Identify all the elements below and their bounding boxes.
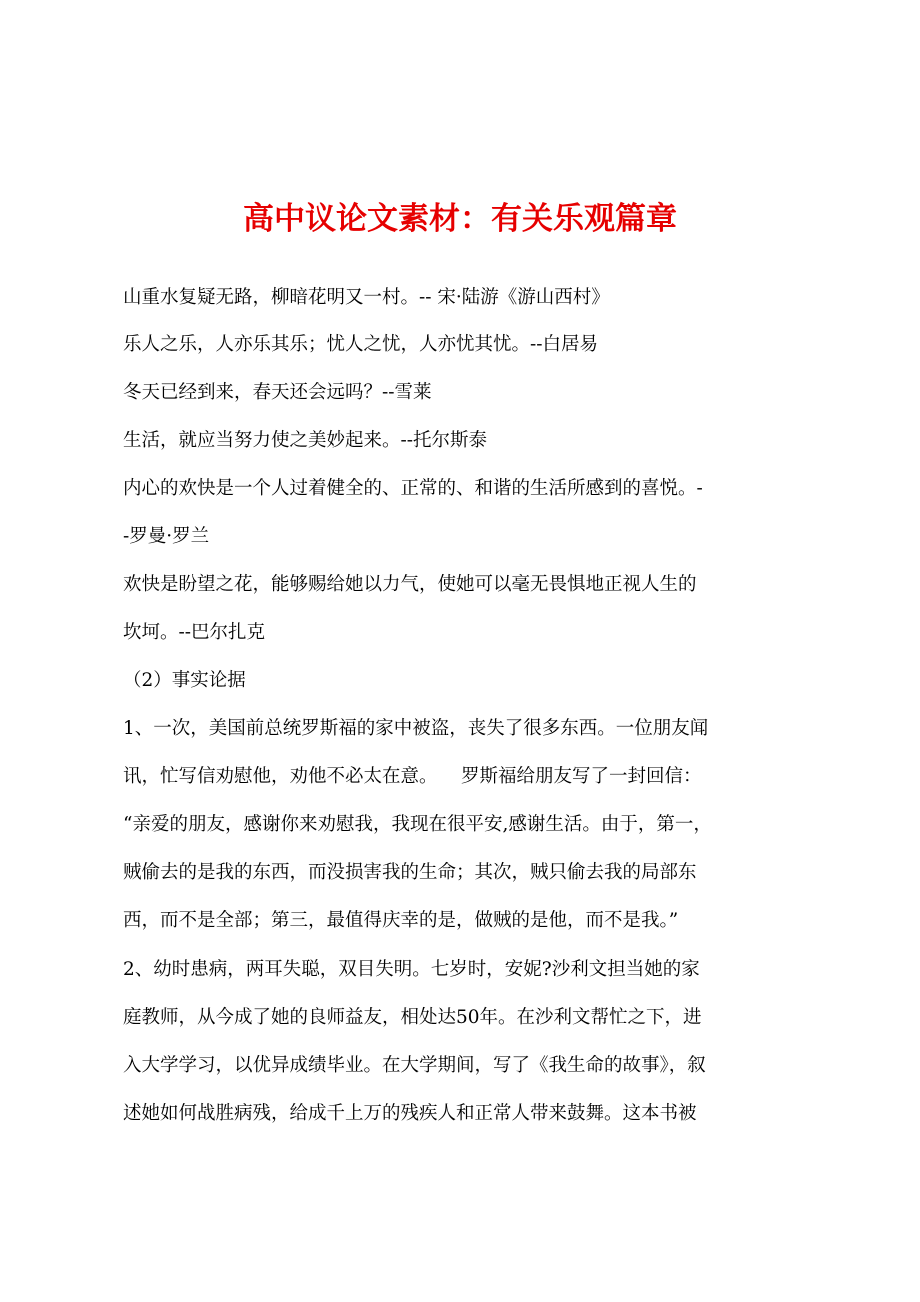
body-line-6: 2、幼时患病，两耳失聪，双目失明。七岁时，安妮?沙利文担当她的家 (123, 959, 700, 980)
quote-line-5: 内心的欢快是一个人过着健全的、正常的、和谐的生活所感到的喜悦。- (123, 478, 703, 499)
body-line-5: 西，而不是全部；第三，最值得庆幸的是，做贼的是他，而不是我。” (123, 910, 679, 931)
quote-line-7: 欢快是盼望之花，能够赐给她以力气，使她可以毫无畏惧地正视人生的 (123, 574, 697, 595)
body-line-8: 入大学学习，以优异成绩毕业。在大学期间，写了《我生命的故事》，叙 (123, 1055, 706, 1076)
quote-line-4: 生活，就应当努力使之美妙起来。--托尔斯泰 (123, 430, 488, 451)
quote-line-2: 乐人之乐，人亦乐其乐；忧人之忧，人亦忧其忧。--白居易 (123, 334, 599, 355)
page-title: 高中议论文素材：有关乐观篇章 (243, 201, 677, 237)
quote-line-1: 山重水复疑无路，柳暗花明又一村。-- 宋·陆游《游山西村》 (123, 287, 610, 308)
body-line-7: 庭教师，从今成了她的良师益友，相处达50年。在沙利文帮忙之下，进 (123, 1007, 702, 1028)
body-line-4: 贼偷去的是我的东西，而没损害我的生命；其次，贼只偷去我的局部东 (123, 862, 697, 883)
body-line-9: 述她如何战胜病残，给成千上万的残疾人和正常人带来鼓舞。这本书被 (123, 1103, 697, 1124)
quote-line-6: -罗曼·罗兰 (123, 526, 210, 547)
body-line-3: “亲爱的朋友，感谢你来劝慰我，我现在很平安,感谢生活。由于，第一， (123, 814, 712, 835)
quote-line-3: 冬天已经到来，春天还会远吗？--雪莱 (123, 382, 432, 403)
body-line-1: 1、一次，美国前总统罗斯福的家中被盗，丧失了很多东西。一位朋友闻 (123, 718, 709, 739)
quote-line-8: 坎坷。--巴尔扎克 (123, 622, 266, 643)
body-line-2: 讯，忙写信劝慰他，劝他不必太在意。 罗斯福给朋友写了一封回信： (123, 766, 702, 787)
section-heading: （2）事实论据 (123, 670, 246, 691)
